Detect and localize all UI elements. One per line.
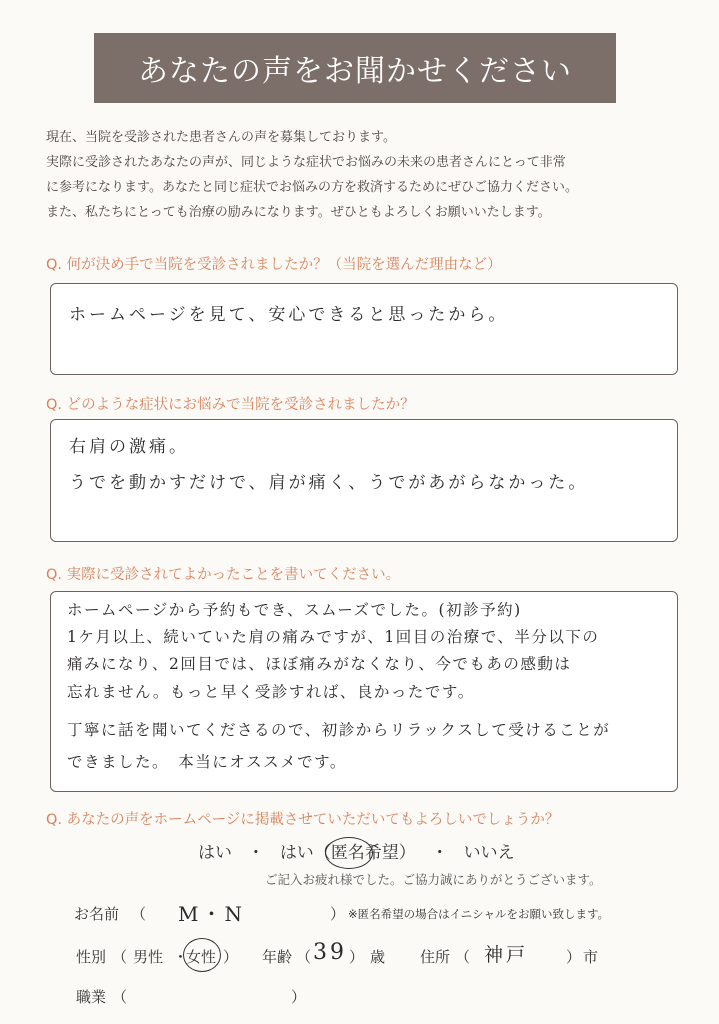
age-open-paren: （ — [296, 948, 312, 966]
name-close-paren: ） — [330, 905, 346, 923]
selection-circle-mark — [325, 837, 373, 869]
question-4 — [46, 808, 559, 829]
address-label: 住所 — [420, 948, 451, 966]
answer-box-3 — [50, 591, 678, 792]
option-yes-anonymous-circled-text: 匿名 — [330, 843, 365, 863]
intro-line: 現在、当院を受診された患者さんの声を募集しております。 — [46, 130, 396, 145]
question-1 — [46, 253, 502, 274]
answer-3-line: 痛みになり、2回目では、ほぼ痛みがなくなり、今でもあの感動は — [67, 655, 572, 673]
answer-3-line: 忘れません。もっと早く受診すれば、良かったです。 — [67, 683, 475, 701]
job-open-paren: （ — [112, 988, 128, 1006]
gender-label: 性別 — [76, 948, 107, 966]
age-close-paren: ） — [349, 948, 365, 966]
question-3-text: Q. 実際に受診されてよかったことを書いてください。 — [46, 567, 401, 583]
intro-line: 実際に受診されたあなたの声が、同じような症状でお悩みの未来の患者さんにとって非常 — [46, 155, 566, 170]
answer-box-2 — [50, 419, 678, 542]
gender-close-paren: ） — [223, 948, 239, 966]
gender-open-paren: （ — [112, 948, 128, 966]
consent-options — [198, 838, 515, 863]
name-value[interactable]: M・N — [178, 902, 245, 926]
question-2 — [46, 393, 415, 414]
option-separator: ・ — [431, 843, 449, 863]
gender-separator: ・ — [173, 948, 189, 966]
page-title — [94, 33, 616, 103]
age-value[interactable]: 39 — [313, 940, 347, 965]
answer-3-line: 1ケ月以上、続いていた肩の痛みですが、1回目の治療で、半分以下の — [67, 628, 600, 646]
address-open-paren: （ — [455, 948, 471, 966]
option-yes-anonymous-prefix: はい（ — [279, 843, 331, 863]
answer-2-line: 右肩の激痛。 — [69, 437, 189, 457]
job-close-paren: ） — [291, 988, 307, 1006]
address-close-paren: ） — [566, 948, 582, 966]
question-4-text: Q. あなたの声をホームページに掲載させていただいてもよろしいでしょうか？ — [46, 812, 560, 828]
answer-1-line: ホームページを見て、安心できると思ったから。 — [69, 305, 509, 325]
name-note: ※匿名希望の場合はイニシャルをお願い致します。 — [348, 907, 610, 921]
age-label: 年齢 — [262, 948, 293, 966]
thanks-message: ご記入お疲れ様でした。ご協力誠にありがとうございます。 — [265, 872, 602, 887]
gender-option-female[interactable]: 女性 — [186, 948, 217, 966]
gender-selection-circle — [183, 938, 221, 972]
intro-text — [46, 125, 686, 225]
option-yes-anonymous-circled — [331, 843, 365, 863]
option-yes-anonymous[interactable] — [280, 843, 416, 863]
answer-box-1 — [50, 283, 678, 375]
intro-line: に参考になります。あなたと同じ症状でお悩みの方を救済するためにぜひご協力ください。 — [46, 180, 578, 195]
option-no[interactable]: いいえ — [463, 843, 515, 863]
option-separator: ・ — [247, 843, 265, 863]
job-label: 職業 — [76, 988, 107, 1006]
question-1-text: Q. 何が決め手で当院を受診されましたか？ — [46, 257, 328, 273]
intro-line: また、私たちにとっても治療の励みになります。ぜひともよろしくお願いいたします。 — [46, 205, 551, 220]
gender-option-male[interactable]: 男性 — [133, 948, 164, 966]
question-2-text: Q. どのような症状にお悩みで当院を受診されましたか？ — [46, 397, 415, 413]
page-title-text: あなたの声をお聞かせください — [138, 54, 572, 89]
option-yes[interactable]: はい — [198, 843, 232, 863]
age-unit: 歳 — [370, 948, 386, 966]
question-1-note: （当院を選んだ理由など） — [327, 257, 502, 273]
address-value[interactable]: 神戸 — [484, 944, 529, 966]
name-label: お名前 — [74, 905, 120, 923]
question-3 — [46, 563, 400, 584]
answer-3-line: 丁寧に話を聞いてくださるので、初診からリラックスして受けることが — [67, 721, 611, 739]
answer-3-line: できました。 本当にオススメです。 — [67, 753, 347, 771]
answer-3-line: ホームページから予約もでき、スムーズでした。(初診予約) — [67, 601, 522, 619]
address-unit: 市 — [583, 948, 599, 966]
answer-2-line: うでを動かすだけで、肩が痛く、うでがあがらなかった。 — [69, 473, 589, 493]
name-open-paren: （ — [131, 905, 147, 923]
option-yes-anonymous-suffix: 希望） — [364, 843, 416, 863]
